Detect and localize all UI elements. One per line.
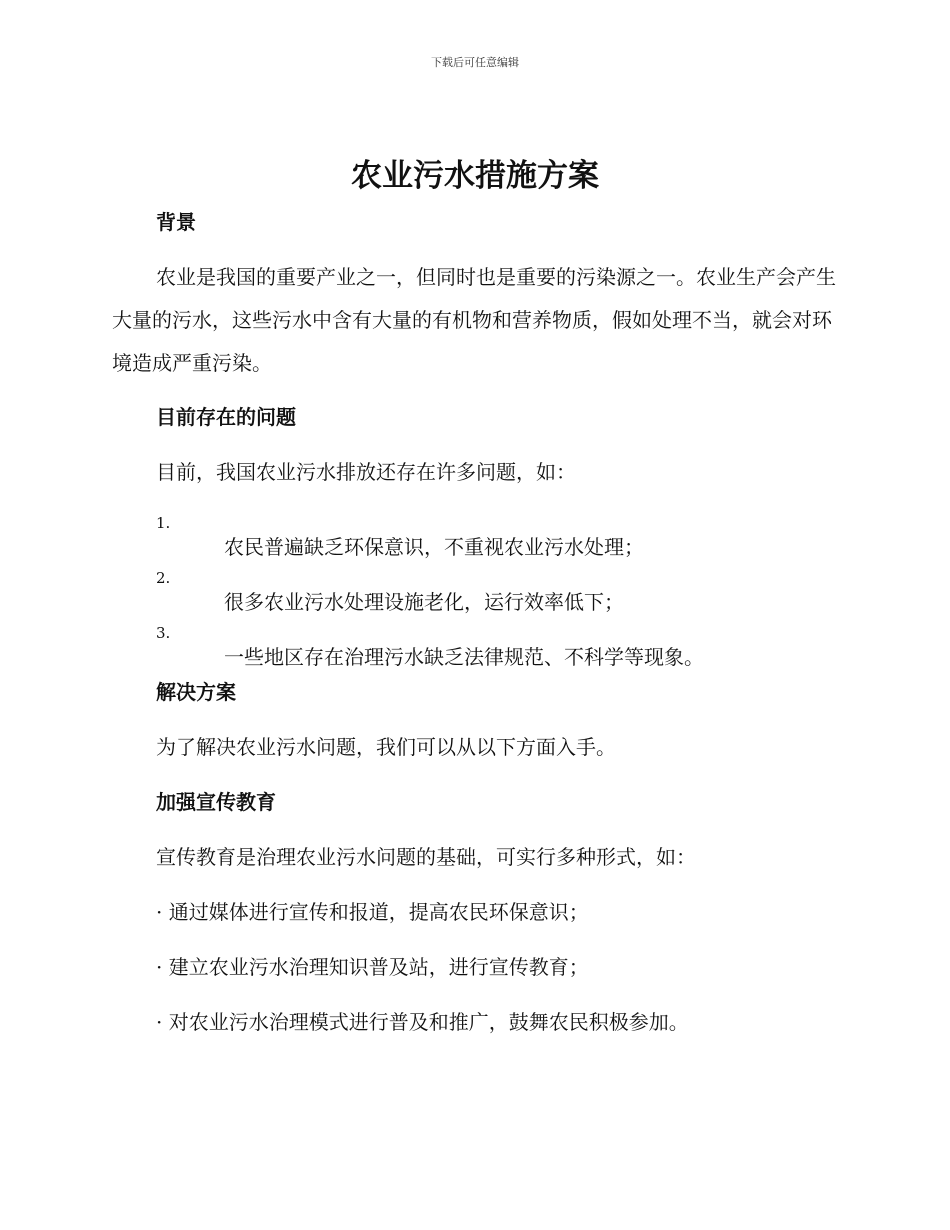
problem-item-2: 很多农业污水处理设施老化，运行效率低下；: [224, 590, 624, 614]
education-bullet-2: · 建立农业污水治理知识普及站，进行宣传教育；: [156, 955, 589, 979]
problem-number-1: 1.: [156, 514, 171, 532]
background-paragraph: 农业是我国的重要产业之一，但同时也是重要的污染源之一。农业生产会产生大量的污水，这些污水中含有大量的有机物和营养物质，假如处理不当，就会对环境造成严重污染。: [112, 265, 836, 375]
document-title: 农业污水措施方案: [351, 158, 599, 194]
problems-intro: 目前，我国农业污水排放还存在许多问题，如：: [156, 460, 576, 484]
heading-solutions: 解决方案: [156, 680, 236, 704]
education-intro: 宣传教育是治理农业污水问题的基础，可实行多种形式，如：: [156, 845, 696, 869]
problem-item-3: 一些地区存在治理污水缺乏法律规范、不科学等现象。: [224, 645, 704, 669]
problem-number-3: 3.: [156, 624, 171, 642]
problem-item-1: 农民普遍缺乏环保意识，不重视农业污水处理；: [224, 535, 644, 559]
education-bullet-3: · 对农业污水治理模式进行普及和推广，鼓舞农民积极参加。: [156, 1010, 689, 1034]
solutions-intro: 为了解决农业污水问题，我们可以从以下方面入手。: [156, 735, 616, 759]
heading-problems: 目前存在的问题: [156, 405, 296, 429]
education-bullet-1: · 通过媒体进行宣传和报道，提高农民环保意识；: [156, 900, 589, 924]
page-header-note: 下载后可任意编辑: [431, 56, 519, 69]
problem-number-2: 2.: [156, 569, 171, 587]
heading-background: 背景: [156, 210, 196, 234]
heading-education: 加强宣传教育: [156, 790, 276, 814]
